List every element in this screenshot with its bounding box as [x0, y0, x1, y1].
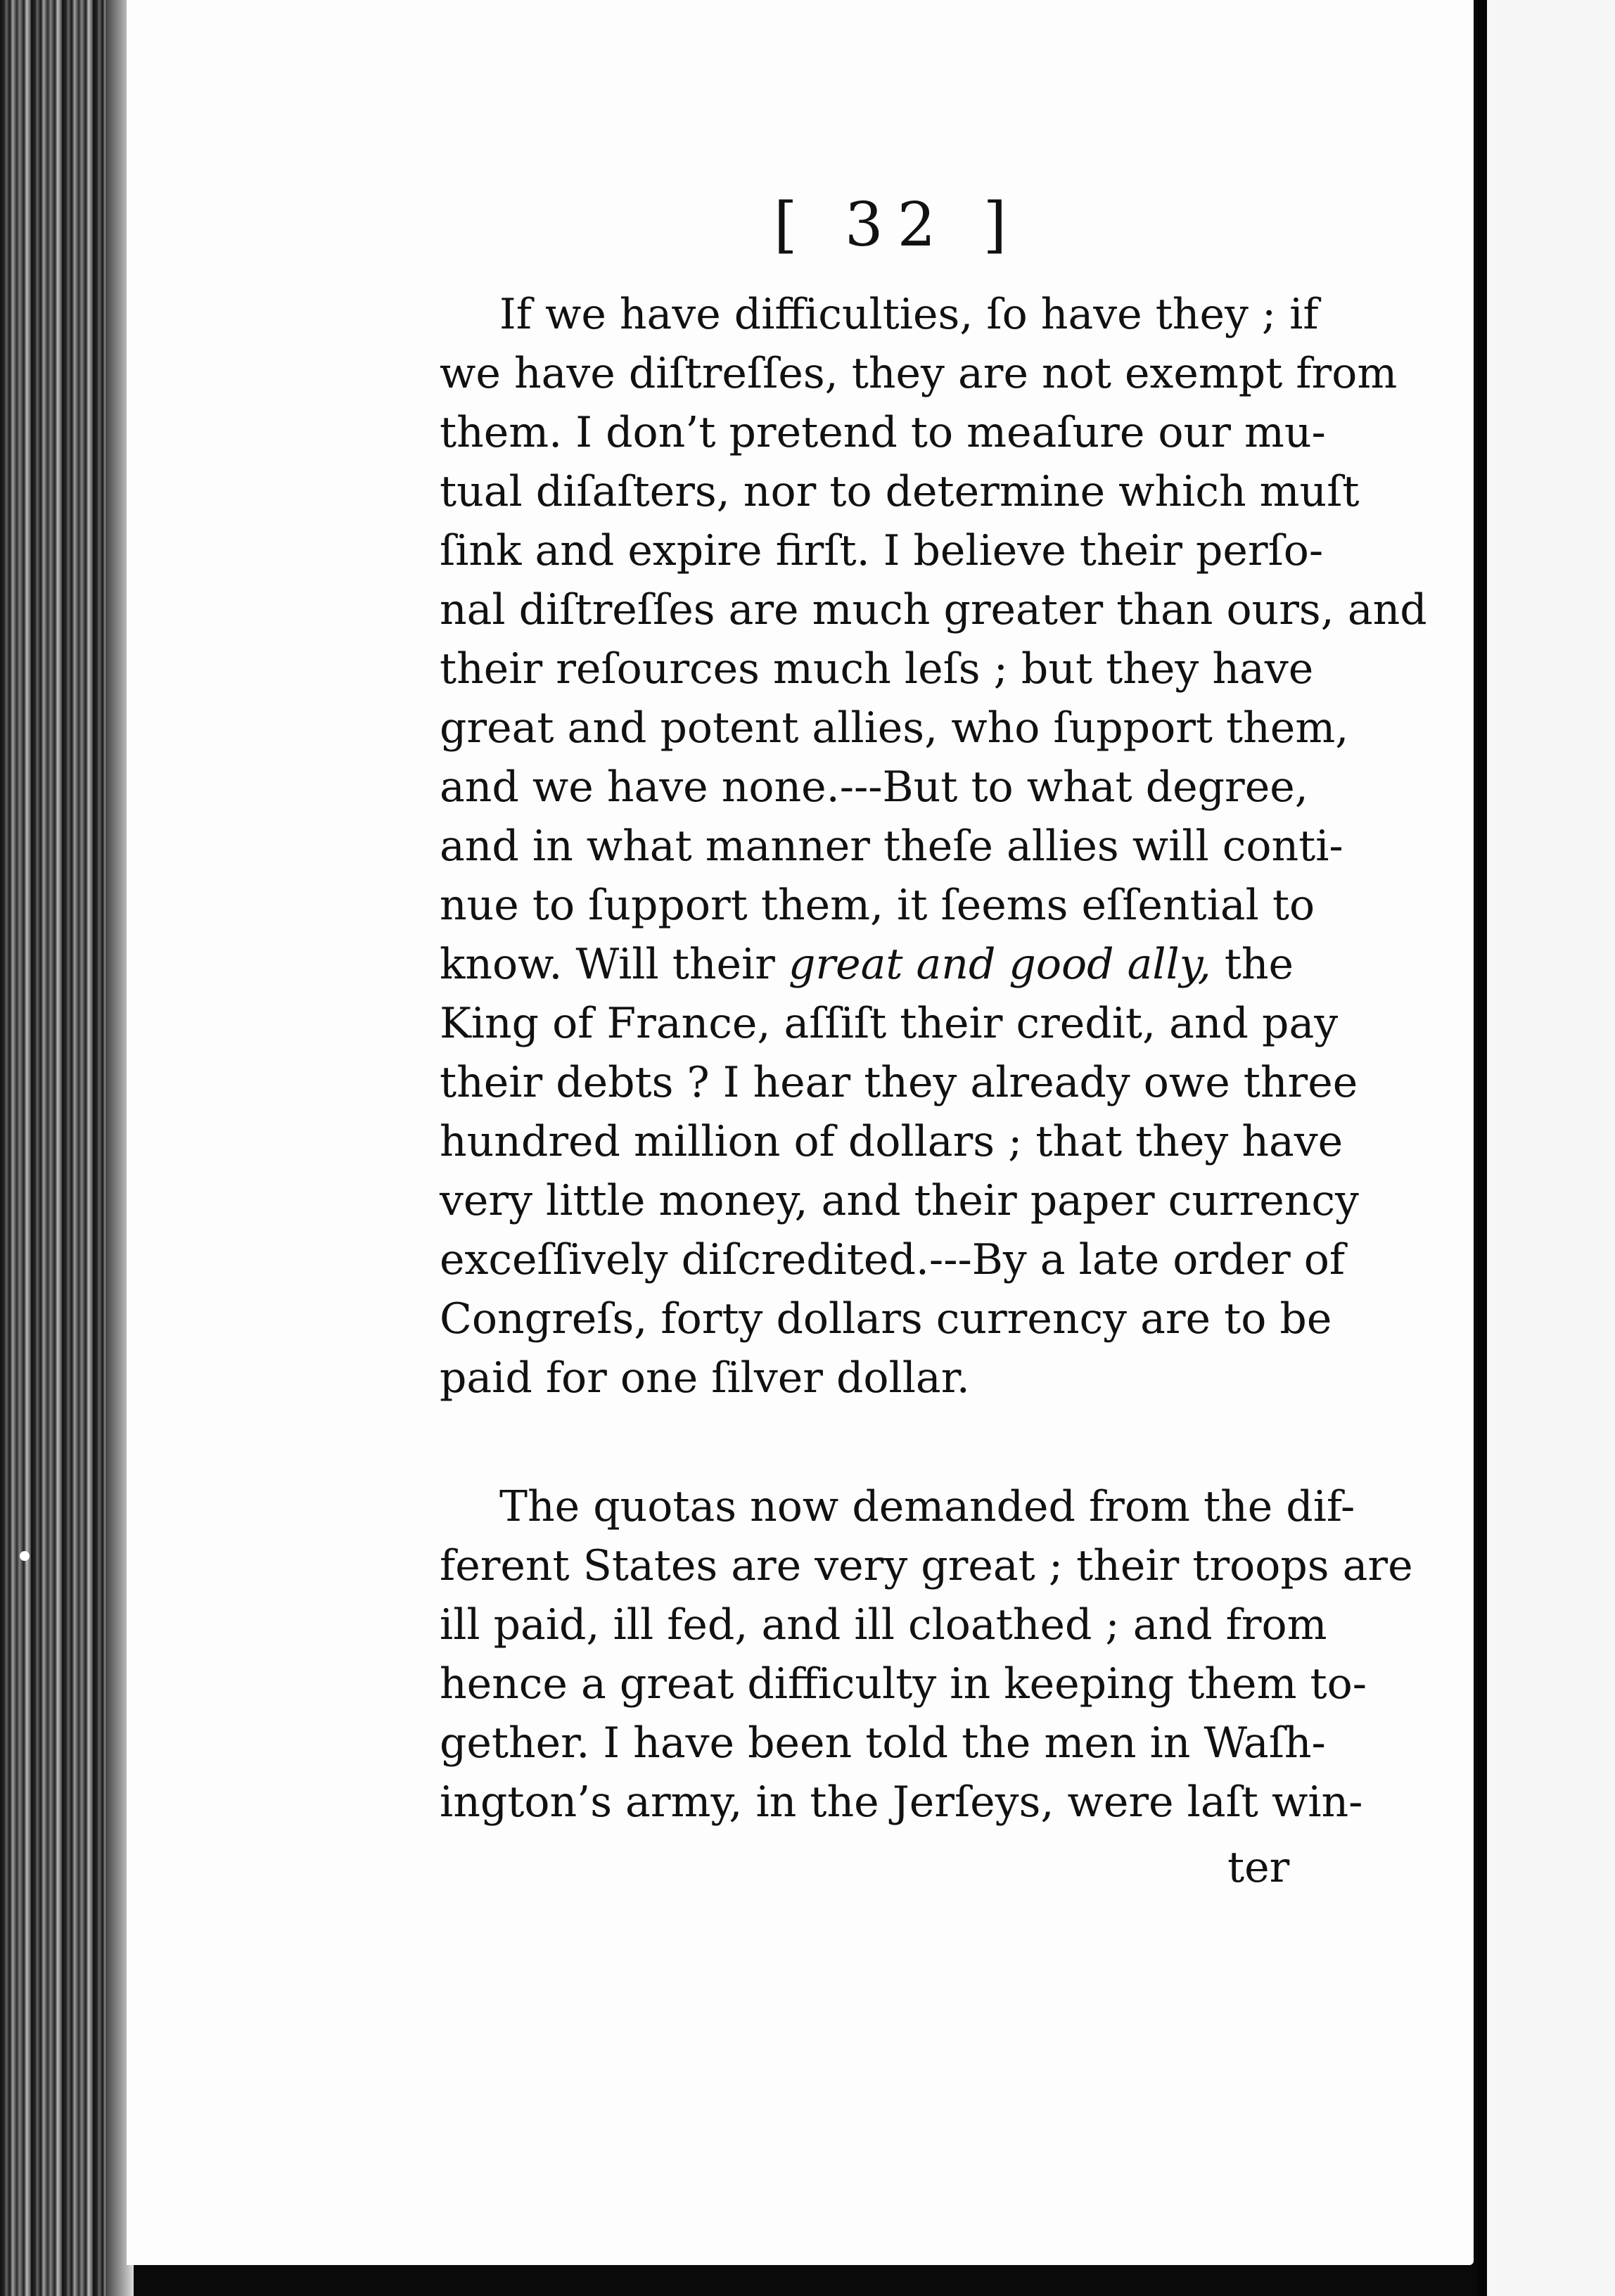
page-edge-divider: [1477, 0, 1487, 2296]
line-start: know. Will their: [440, 940, 775, 989]
text-line: ill paid, ill fed, and ill cloathed ; and from: [440, 1600, 1327, 1650]
text-line: hence a great difficulty in keeping them to-: [440, 1659, 1367, 1709]
text-line-with-italic: [440, 935, 1294, 994]
adjacent-page-edge: [1487, 0, 1615, 2296]
text-line: King of France, aſſiſt their credit, and pay: [440, 999, 1339, 1048]
text-line: gether. I have been told the men in Waſh-: [440, 1718, 1326, 1768]
text-line: nue to ſupport them, it ſeems eſſential to: [440, 881, 1315, 930]
text-line: The quotas now demanded from the dif-: [499, 1482, 1355, 1531]
text-line: their debts ? I hear they already owe three: [440, 1058, 1358, 1107]
text-line: and we have none.---But to what degree,: [440, 763, 1308, 812]
text-line: If we have difficulties, ſo have they ; if: [499, 290, 1319, 339]
text-line: ferent States are very great ; their troops are: [440, 1541, 1413, 1590]
line-end: the: [1224, 940, 1294, 989]
page-number: [ 32 ]: [774, 190, 1021, 260]
catchword: ter: [1227, 1843, 1290, 1892]
italic-phrase: great and good ally,: [788, 940, 1211, 989]
text-line: tual diſaſters, nor to determine which muſt: [440, 467, 1360, 516]
text-line: ſink and expire firſt. I believe their perſo-: [440, 526, 1324, 575]
text-line: paid for one ſilver dollar.: [440, 1353, 970, 1403]
text-line: nal diſtreſſes are much greater than ours, and: [440, 585, 1427, 634]
paragraph-1: [440, 285, 1427, 1408]
text-line: exceſſively diſcredited.---By a late order of: [440, 1235, 1346, 1284]
text-line: and in what manner theſe allies will conti-: [440, 822, 1343, 871]
text-line: hundred million of dollars ; that they have: [440, 1117, 1343, 1166]
paragraph-2: [440, 1477, 1413, 1832]
text-line: their reſources much leſs ; but they have: [440, 644, 1314, 694]
text-line: them. I don’t pretend to meaſure our mu-: [440, 408, 1326, 457]
text-line: very little money, and their paper currency: [440, 1176, 1359, 1225]
text-line: ington’s army, in the Jerſeys, were laſt win-: [440, 1778, 1363, 1827]
text-line: we have diſtreſſes, they are not exempt from: [440, 349, 1398, 398]
gutter-speck: [20, 1551, 30, 1561]
text-line: Congreſs, forty dollars currency are to be: [440, 1294, 1332, 1344]
text-line: great and potent allies, who ſupport them,: [440, 703, 1349, 753]
